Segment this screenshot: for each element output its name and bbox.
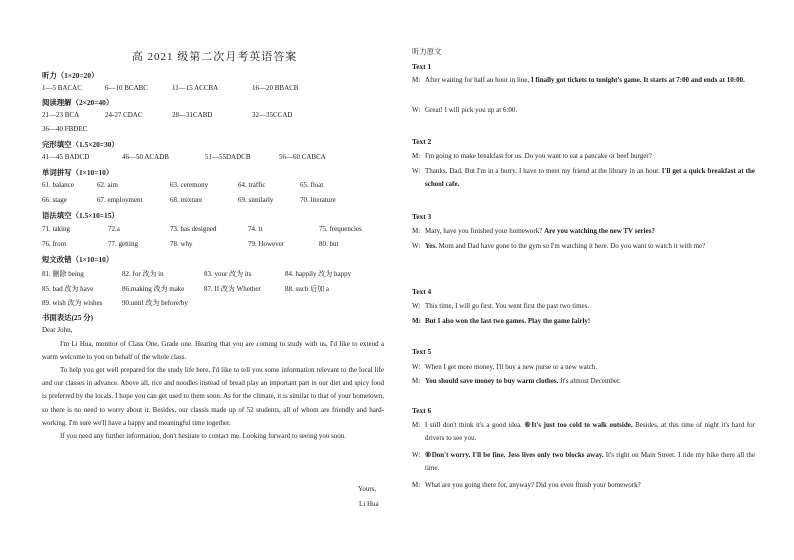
transcript-heading: 听力原文 <box>412 47 442 56</box>
line-key-text: ⑥Don't worry. I'll be fine. Jess lives only two blocks away. <box>425 451 604 459</box>
answer-item: 32—35CCAD <box>252 111 293 119</box>
essay-signature: Li Hua <box>359 500 379 508</box>
line-text: Besides, at this time of night it's hard for drivers to see you. <box>425 421 755 442</box>
line-key-text: You should save money to buy warm clothes. <box>425 377 559 385</box>
listening-heading: 听力（1×20=20） <box>42 71 99 80</box>
words-heading: 单词拼写（1×10=10） <box>42 168 114 177</box>
writing-heading: 书面表达(25 分) <box>42 313 94 322</box>
essay-paragraph: To help you get well prepared for the study life here, I'd like to tell you some information relevant to the local life and our classes in advance. Above all, rice and noodles instead of bread play an important part in our diet and spicy food is preferred by the locals. I hope you can get used to them soon. As for the climate, it is similar to that of your hometown, so there is no need to worry about it. Besides, our classis made up of 52 students, all of whom are friendly and hard-working. I'm sure we'll have a happy and meaningful time together. <box>42 366 384 427</box>
answer-item: 51—55DADCB <box>205 153 251 161</box>
text-label: Text 2 <box>412 137 432 146</box>
speaker: M: <box>412 317 421 325</box>
text-label: Text 4 <box>412 287 432 296</box>
answer-item: 1—5 BACAC <box>42 84 82 92</box>
answer-item: 74. it <box>248 225 263 233</box>
line-text: I still don't think it's a good idea. <box>425 421 525 429</box>
line-text: Mary, have you finished your homework? <box>425 227 545 235</box>
answer-item: 65. float <box>300 181 324 189</box>
line-text: This time, I will go first. You went first the past two times. <box>425 302 590 310</box>
speaker: M: <box>412 377 421 385</box>
line-text: What are you going there for, anyway? Did you even finish your homework? <box>425 481 641 489</box>
dialogue-line <box>412 479 755 492</box>
essay-greeting: Dear John, <box>42 326 73 334</box>
line-text: When I get more money, I'll buy a new purse or a new watch. <box>425 363 598 371</box>
essay-closing: Yours, <box>358 485 377 493</box>
speaker: W: <box>412 167 421 175</box>
answer-item: 75. frequencies <box>319 225 362 233</box>
answer-item: 90.until 改为 before/by <box>122 299 188 307</box>
line-key-text: I'll get a quick breakfast at the school cafe. <box>425 167 755 188</box>
answer-item: 83. your 改为 its <box>204 270 252 278</box>
line-text: Mom and Dad have gone to the gym so I'm watching it here. Do you want to watch it with me? <box>436 242 706 250</box>
answer-item: 88. such 后加 a <box>285 285 329 293</box>
dialogue-line <box>412 150 755 163</box>
line-key-text: Yes. <box>425 242 437 250</box>
text-label: Text 6 <box>412 406 432 415</box>
answer-item: 72.a <box>108 225 120 233</box>
answer-item: 36—40 FBDEC <box>42 125 88 133</box>
speaker: W: <box>412 302 421 310</box>
line-text: It's right on Main Street. I ride my bike there all the time. <box>425 451 755 472</box>
line-text: It's almost December. <box>558 377 621 385</box>
answer-item: 41—45 BADCD <box>42 153 90 161</box>
speaker: M: <box>412 481 421 489</box>
dialogue-line <box>412 225 755 238</box>
dialogue-line <box>412 300 755 313</box>
answer-item: 77. getting <box>108 240 138 248</box>
speaker: M: <box>412 227 421 235</box>
answer-item: 71. taking <box>42 225 70 233</box>
answer-item: 85. bad 改为 have <box>42 285 94 293</box>
essay-paragraph: If you need any further information, don't hesitate to contact me. Looking forward to seeing you soon. <box>60 431 347 440</box>
speaker: W: <box>412 451 421 459</box>
answer-item: 28—31CABD <box>172 111 213 119</box>
dialogue-line <box>412 361 755 374</box>
answer-item: 80. but <box>319 240 339 248</box>
page-title: 高 2021 级第二次月考英语答案 <box>131 51 298 63</box>
answer-item: 87. If 改为 Whether <box>204 285 261 293</box>
answer-item: 81. 删除 being <box>42 270 84 278</box>
dialogue-line <box>412 104 755 117</box>
text-label: Text 1 <box>412 62 432 71</box>
answer-item: 84. happily 改为 happy <box>285 270 352 278</box>
answer-item: 64. traffic <box>238 181 266 189</box>
grammar-heading: 语法填空（1.5×10=15） <box>42 211 119 220</box>
answer-item: 61. balance <box>42 181 74 189</box>
line-text: Great! I will pick you up at 6:00. <box>425 106 518 114</box>
line-text: I'm going to make breakfast for us. Do you want to eat a pancake or beef burger? <box>425 152 652 160</box>
answer-item: 24-27 CDAC <box>105 111 143 119</box>
answer-item: 63. ceremony <box>170 181 209 189</box>
answer-item: 62. aim <box>97 181 118 189</box>
dialogue-line <box>412 315 755 328</box>
text-label: Text 5 <box>412 347 432 356</box>
answer-item: 82. for 改为 in <box>122 270 164 278</box>
answer-item: 56—60 CABCA <box>279 153 326 161</box>
answer-item: 6—10 BCABC <box>105 84 148 92</box>
answer-item: 78. why <box>170 240 193 248</box>
model-essay <box>42 324 384 443</box>
answer-item: 69. similarly <box>238 196 274 204</box>
dialogue-line <box>412 375 755 388</box>
answer-item: 67. employment <box>97 196 143 204</box>
line-key-text: Are you watching the new TV series? <box>544 227 655 235</box>
speaker: M: <box>412 76 421 84</box>
answer-item: 89. wish 改为 wishes <box>42 299 103 307</box>
cloze-heading: 完形填空（1.5×20=30） <box>42 140 119 149</box>
answer-item: 76. from <box>42 240 67 248</box>
essay-paragraph: I'm Li Hua, monitor of Class One, Grade one. Hearing that you are coming to study with us, I'd like to extend a warm welcome to you on behalf of the whole class. <box>42 340 384 362</box>
line-text: Thanks, Dad. But I'm in a hurry. I have to meet my friend at the library in an hour. <box>425 167 662 175</box>
dialogue-line <box>412 240 755 253</box>
answer-item: 21—23 BCA <box>42 111 80 119</box>
speaker: W: <box>412 106 421 114</box>
line-text: After waiting for half an hour in line, <box>425 76 531 84</box>
speaker: W: <box>412 363 421 371</box>
answer-item: 46—50 ACADB <box>122 153 169 161</box>
text-label: Text 3 <box>412 212 432 221</box>
speaker: M: <box>412 421 421 429</box>
correction-heading: 短文改错（1×10=10） <box>42 255 114 264</box>
answer-item: 79. However <box>248 240 285 248</box>
answer-item: 16—20 BBACB <box>252 84 299 92</box>
dialogue-line <box>412 419 755 445</box>
speaker: M: <box>412 152 421 160</box>
answer-item: 86.making 改为 make <box>122 285 185 293</box>
dialogue-line <box>412 165 755 191</box>
answer-item: 68. mixture <box>170 196 203 204</box>
dialogue-line <box>412 74 755 87</box>
answer-item: 66. stage <box>42 196 67 204</box>
answer-item: 73. has designed <box>170 225 217 233</box>
line-key-text: ⑥It's just too cold to walk outside. <box>524 421 633 429</box>
answer-item: 11—15 ACCBA <box>172 84 219 92</box>
line-key-text: But I also won the last two games. Play the game fairly! <box>425 317 591 325</box>
answer-item: 70. literature <box>300 196 336 204</box>
line-key-text: I finally got tickets to tonight's game. It starts at 7:00 and ends at 10:00. <box>530 76 745 84</box>
dialogue-line <box>412 449 755 475</box>
speaker: W: <box>412 242 421 250</box>
reading-heading: 阅读理解（2×20=40） <box>42 98 114 107</box>
